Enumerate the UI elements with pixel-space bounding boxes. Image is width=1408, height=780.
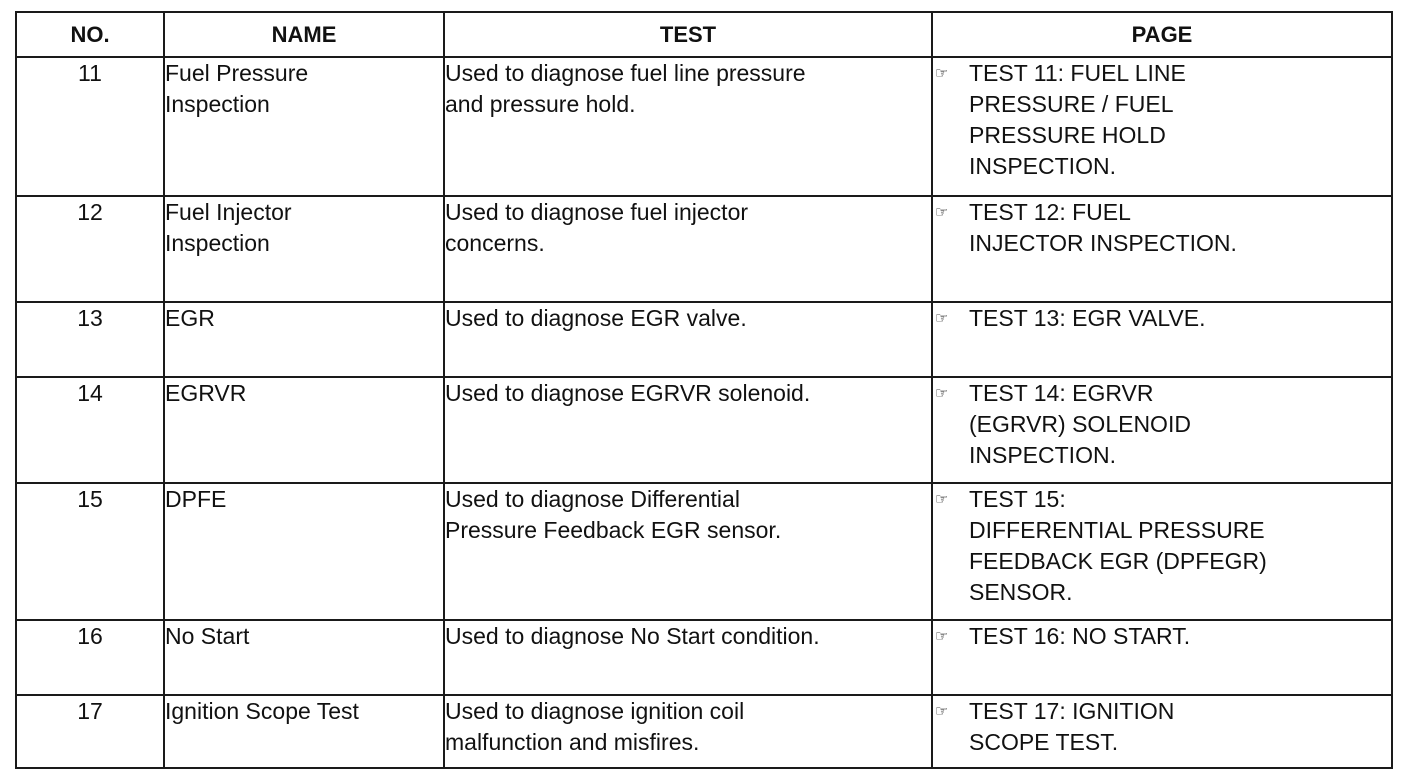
pointing-hand-icon: ☞ (935, 310, 949, 327)
pointing-hand-icon: ☞ (935, 491, 949, 508)
row-test: Used to diagnose EGRVR solenoid. (445, 380, 811, 406)
row-no: 14 (16, 377, 164, 483)
row-name: EGR (165, 305, 215, 331)
pointing-hand-icon: ☞ (935, 385, 949, 402)
row-name: Ignition Scope Test (165, 698, 359, 724)
row-no: 17 (16, 695, 164, 768)
row-test: Used to diagnose ignition coil malfunction and misfires. (445, 698, 745, 755)
row-name: DPFE (165, 486, 227, 512)
row-name: EGRVR (165, 380, 247, 406)
table-header (16, 12, 1392, 57)
table-row (16, 377, 1392, 483)
header-test: TEST (444, 12, 932, 57)
pointing-hand-icon: ☞ (935, 65, 949, 82)
row-test: Used to diagnose fuel injector concerns. (445, 199, 749, 256)
row-name: Fuel Pressure Inspection (165, 60, 309, 117)
row-test: Used to diagnose fuel line pressure and pressure hold. (445, 60, 806, 117)
table-row (16, 620, 1392, 695)
table-body (16, 57, 1392, 768)
header-no: NO. (16, 12, 164, 57)
table-row (16, 57, 1392, 196)
table-row (16, 483, 1392, 620)
diagnostic-test-table (15, 11, 1393, 769)
row-no: 11 (16, 57, 164, 196)
row-test: Used to diagnose Differential Pressure Feedback EGR sensor. (445, 486, 782, 543)
header-row (16, 12, 1392, 57)
pointing-hand-icon: ☞ (935, 703, 949, 720)
page-reference-link[interactable]: TEST 13: EGR VALVE. (969, 305, 1206, 331)
page-reference-link[interactable]: TEST 16: NO START. (969, 623, 1191, 649)
row-test: Used to diagnose No Start condition. (445, 623, 820, 649)
pointing-hand-icon: ☞ (935, 628, 949, 645)
row-test: Used to diagnose EGR valve. (445, 305, 747, 331)
row-name: Fuel Injector Inspection (165, 199, 292, 256)
page-reference-link[interactable]: TEST 15: DIFFERENTIAL PRESSURE FEEDBACK EGR (DPFEGR) SENSOR. (969, 486, 1267, 605)
header-name: NAME (164, 12, 444, 57)
page-reference-link[interactable]: TEST 11: FUEL LINE PRESSURE / FUEL PRESSURE HOLD INSPECTION. (969, 60, 1186, 179)
header-page: PAGE (932, 12, 1392, 57)
page-reference-link[interactable]: TEST 12: FUEL INJECTOR INSPECTION. (969, 199, 1237, 256)
row-no: 13 (16, 302, 164, 377)
row-no: 12 (16, 196, 164, 302)
table-row (16, 695, 1392, 768)
row-no: 15 (16, 483, 164, 620)
page-reference-link[interactable]: TEST 17: IGNITION SCOPE TEST. (969, 698, 1175, 755)
table-row (16, 196, 1392, 302)
pointing-hand-icon: ☞ (935, 204, 949, 221)
page-reference-link[interactable]: TEST 14: EGRVR (EGRVR) SOLENOID INSPECTION. (969, 380, 1191, 468)
table-row (16, 302, 1392, 377)
row-no: 16 (16, 620, 164, 695)
row-name: No Start (165, 623, 250, 649)
